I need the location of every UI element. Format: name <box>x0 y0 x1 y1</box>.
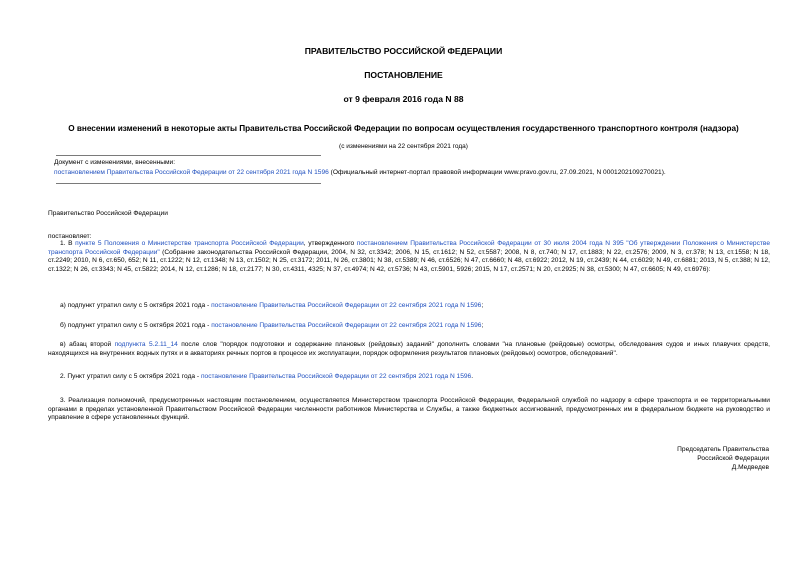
subparagraph-a-link[interactable]: постановление Правительства Российской Федерации от 22 сентября 2021 года N 1596 <box>211 302 482 309</box>
preamble: Правительство Российской Федерации <box>48 210 168 217</box>
subparagraph-b-link[interactable]: постановление Правительства Российской Федерации от 22 сентября 2021 года N 1596 <box>211 322 482 329</box>
resolution-395-link[interactable]: постановлением Правительства Российской Федерации от 30 июля 2004 года N 395 "Об утверждении Положения о Министерстве транспорта Российской Федерации" <box>48 240 771 256</box>
amendments-label: Документ с изменениями, внесенными: <box>54 159 176 166</box>
document-title: О внесении изменений в некоторые акты Правительства Российской Федерации по вопросам осуществления государственного транспортного контроля (надзора) <box>68 124 739 133</box>
ministry-regulation-link[interactable]: пункте 5 Положения о Министерстве транспорта Российской Федерации <box>75 240 304 247</box>
paragraph-1: 1. В пункте 5 Положения о Министерстве транспорта Российской Федерации, утвержденного постановлением Правительства Российской Федерации от 30 июля 2004 года N 395 "Об утверждении Положения о Министерстве транспорта Российской Федерации" (Собрание законодательства Российской Федерации, 2004, N 32, ст.3342; 2006, N 15, ст.1612; N 52, ст.5587; 2008, N 8, ст.740; N 17, ст.1883; N 22, ст.2576; 2009, N 3, ст.378; N 13, ст.1558; N 18, ст.2249; 2010, N 6, ст.650, 652; N 11, ст.1222; N 12, ст.1348; N 13, ст.1502; N 25, ст.3172; 2011, N 26, ст.3801; N 38, ст.5389; N 46, ст.6526; N 47, ст.6660; N 48, ст.6922; 2012, N 19, ст.2439; N 44, ст.6029; N 49, ст.6881; 2013, N 5, ст.388; N 12, ст.1322; N 26, ст.3343; N 45, ст.5822; 2014, N 12, ст.1286; N 18, ст.2177; N 30, ст.4311, 4325; N 37, ст.4974; N 42, ст.5736; N 43, ст.5901, 5926; 2015, N 17, ст.2571; N 20, ст.2925; N 38, ст.5300; N 47, ст.6605; N 49, ст.6976): <box>48 240 771 273</box>
paragraph-3: 3. Реализация полномочий, предусмотренных настоящим постановлением, осуществляется Министерством транспорта Российской Федерации, Федеральной службой по надзору в сфере транспорта и ее территориальными органами в пределах установленной Правительством Российской Федерации численности работников Министерства и Службы, а также бюджетных ассигнований, предусмотренных им в федеральном бюджете на руководство и управление в сфере установленных функций. <box>48 397 770 422</box>
subparagraph-v: в) абзац второй подпункта 5.2.11_14 после слов "порядок подготовки и содержание плановых (рейдовых) заданий" дополнить словами "на плановые (рейдовые) осмотры, обследования судов и иных плавучих средств, находящихся на внутренних водных путях и в акваториях речных портов в процессе их эксплуатации, порядок оформления результатов плановых (рейдовых) осмотров, обследований". <box>48 341 771 357</box>
amendment-link[interactable]: постановлением Правительства Российской Федерации от 22 сентября 2021 года N 1596 <box>54 169 329 176</box>
revision-note: (с изменениями на 22 сентября 2021 года) <box>339 143 468 150</box>
paragraph-2: 2. Пункт утратил силу с 5 октября 2021 года - постановление Правительства Российской Федерации от 22 сентября 2021 года N 1596. <box>60 373 474 380</box>
decides-label: постановляет: <box>48 233 92 240</box>
signature-organization: Российской Федерации <box>697 455 769 462</box>
document-type: ПОСТАНОВЛЕНИЕ <box>364 70 443 80</box>
amendments-line <box>54 169 784 178</box>
amendment-source: (Официальный интернет-портал правовой информации www.pravo.gov.ru, 27.09.2021, N 0001202109270021). <box>328 169 666 176</box>
paragraph-2-link[interactable]: постановление Правительства Российской Федерации от 22 сентября 2021 года N 1596 <box>200 373 472 380</box>
signature-position: Председатель Правительства <box>677 446 769 453</box>
subparagraph-b: б) подпункт утратил силу с 5 октября 2021 года - постановление Правительства Российской Федерации от 22 сентября 2021 года N 1596; <box>60 322 484 329</box>
amendments-top-rule <box>56 155 321 156</box>
subparagraph-a: а) подпункт утратил силу с 5 октября 2021 года - постановление Правительства Российской Федерации от 22 сентября 2021 года N 1596; <box>60 302 484 309</box>
amendments-bottom-rule <box>56 183 321 184</box>
signature-name: Д.Медведев <box>731 464 769 471</box>
document-date-number: от 9 февраля 2016 года N 88 <box>343 94 464 104</box>
government-heading: ПРАВИТЕЛЬСТВО РОССИЙСКОЙ ФЕДЕРАЦИИ <box>304 46 503 56</box>
subparagraph-5-2-11-14-link[interactable]: подпункта 5.2.11_14 <box>114 341 178 348</box>
